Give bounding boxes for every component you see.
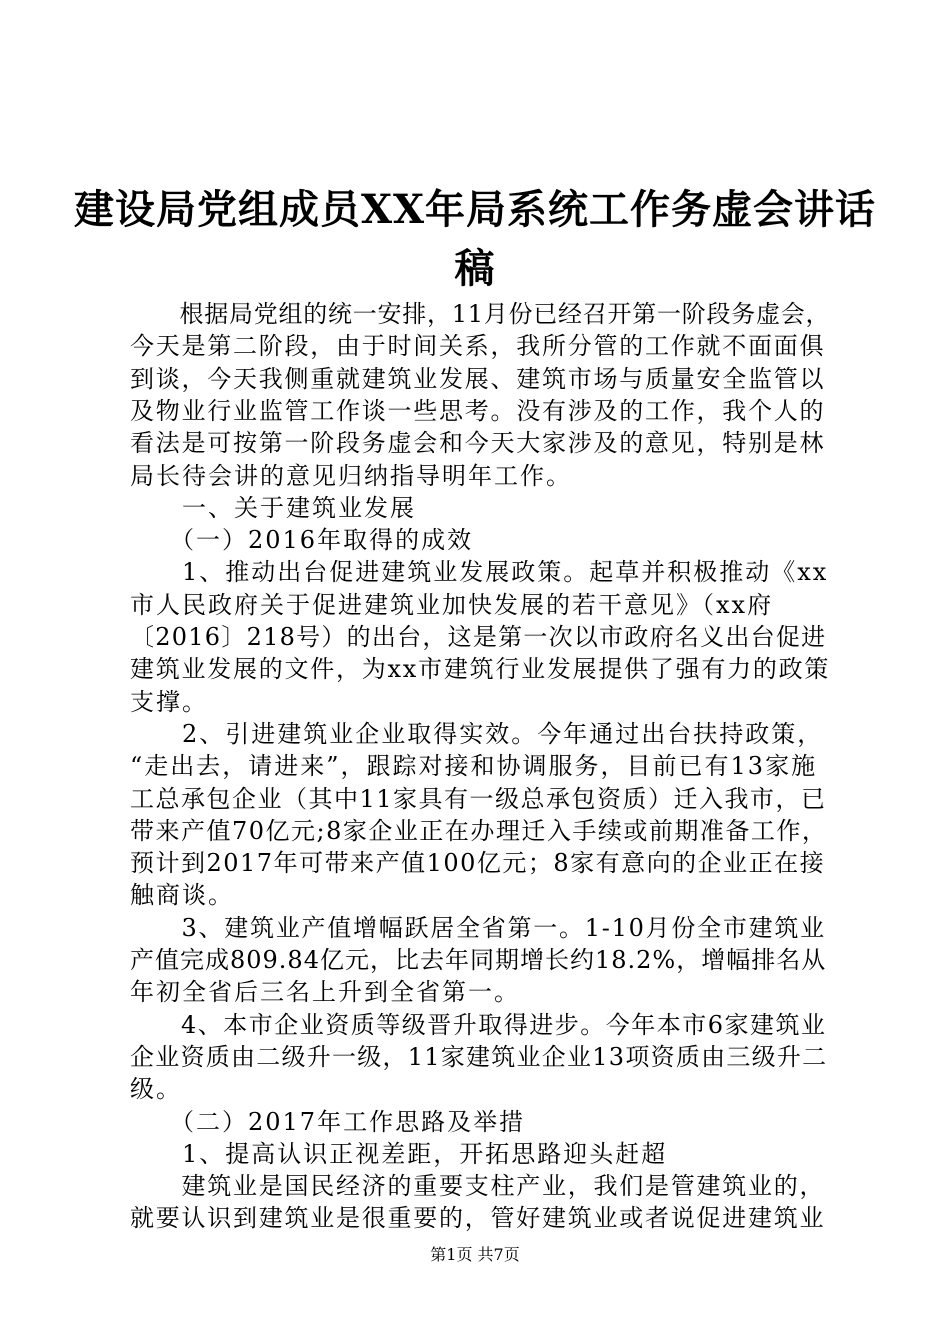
body-line: 建筑业是国民经济的重要支柱产业，我们是管建筑业的， <box>130 1172 826 1201</box>
body-line: 建筑业发展的文件，为xx市建筑行业发展提供了强有力的政策 <box>130 655 831 684</box>
body-line: 年初全省后三名上升到全省第一。 <box>130 978 520 1007</box>
body-line: 看法是可按第一阶段务虚会和今天大家涉及的意见，特别是林 <box>130 429 826 458</box>
body-line: 今天是第二阶段，由于时间关系，我所分管的工作就不面面俱 <box>130 332 826 361</box>
body-line: 根据局党组的统一安排，11月份已经召开第一阶段务虚会， <box>130 300 831 328</box>
body-line: 2、引进建筑业企业取得实效。今年通过出台扶持政策， <box>130 719 824 748</box>
body-line: 局长待会讲的意见归纳指导明年工作。 <box>130 461 572 490</box>
body-line: 产值完成809.84亿元，比去年同期增长约18.2%，增幅排名从 <box>130 946 827 974</box>
body-line: （二）2017年工作思路及举措 <box>130 1107 526 1136</box>
body-line: 市人民政府关于促进建筑业加快发展的若干意见》（xx府 <box>130 590 774 619</box>
body-line: 预计到2017年可带来产值100亿元；8家有意向的企业正在接 <box>130 849 826 878</box>
body-line: 一、关于建筑业发展 <box>130 493 416 522</box>
body-line: 工总承包企业（其中11家具有一级总承包资质）迁入我市，已 <box>130 784 827 813</box>
body-line: 触商谈。 <box>130 881 234 910</box>
body-line: 3、建筑业产值增幅跃居全省第一。1-10月份全市建筑业 <box>130 913 826 942</box>
body-line: 级。 <box>130 1075 182 1104</box>
body-line: “走出去，请进来”，跟踪对接和协调服务，目前已有13家施 <box>130 752 818 781</box>
document-title-line-2: 稿 <box>454 245 496 292</box>
body-line: 1、提高认识正视差距，开拓思路迎头赶超 <box>130 1139 668 1168</box>
body-line: 企业资质由二级升一级，11家建筑业企业13项资质由三级升二 <box>130 1042 828 1071</box>
body-line: 及物业行业监管工作谈一些思考。没有涉及的工作，我个人的 <box>130 396 826 425</box>
body-line: 就要认识到建筑业是很重要的，管好建筑业或者说促进建筑业 <box>130 1204 826 1233</box>
body-line: 1、推动出台促进建筑业发展政策。起草并积极推动《xx <box>130 558 829 587</box>
body-line: 支撑。 <box>130 687 208 716</box>
body-line: （一）2016年取得的成效 <box>130 526 474 555</box>
document-title-line-1: 建设局党组成员XX年局系统工作务虚会讲话 <box>73 186 877 233</box>
body-line: 带来产值70亿元;8家企业正在办理迁入手续或前期准备工作， <box>130 816 828 845</box>
body-line: 到谈，今天我侧重就建筑业发展、建筑市场与质量安全监管以 <box>130 364 826 393</box>
body-line: 4、本市企业资质等级晋升取得进步。今年本市6家建筑业 <box>130 1010 827 1039</box>
page-footer: 第1页 共7页 <box>430 1245 520 1264</box>
body-line: 〔2016〕218号）的出台，这是第一次以市政府名义出台促进 <box>130 623 827 651</box>
